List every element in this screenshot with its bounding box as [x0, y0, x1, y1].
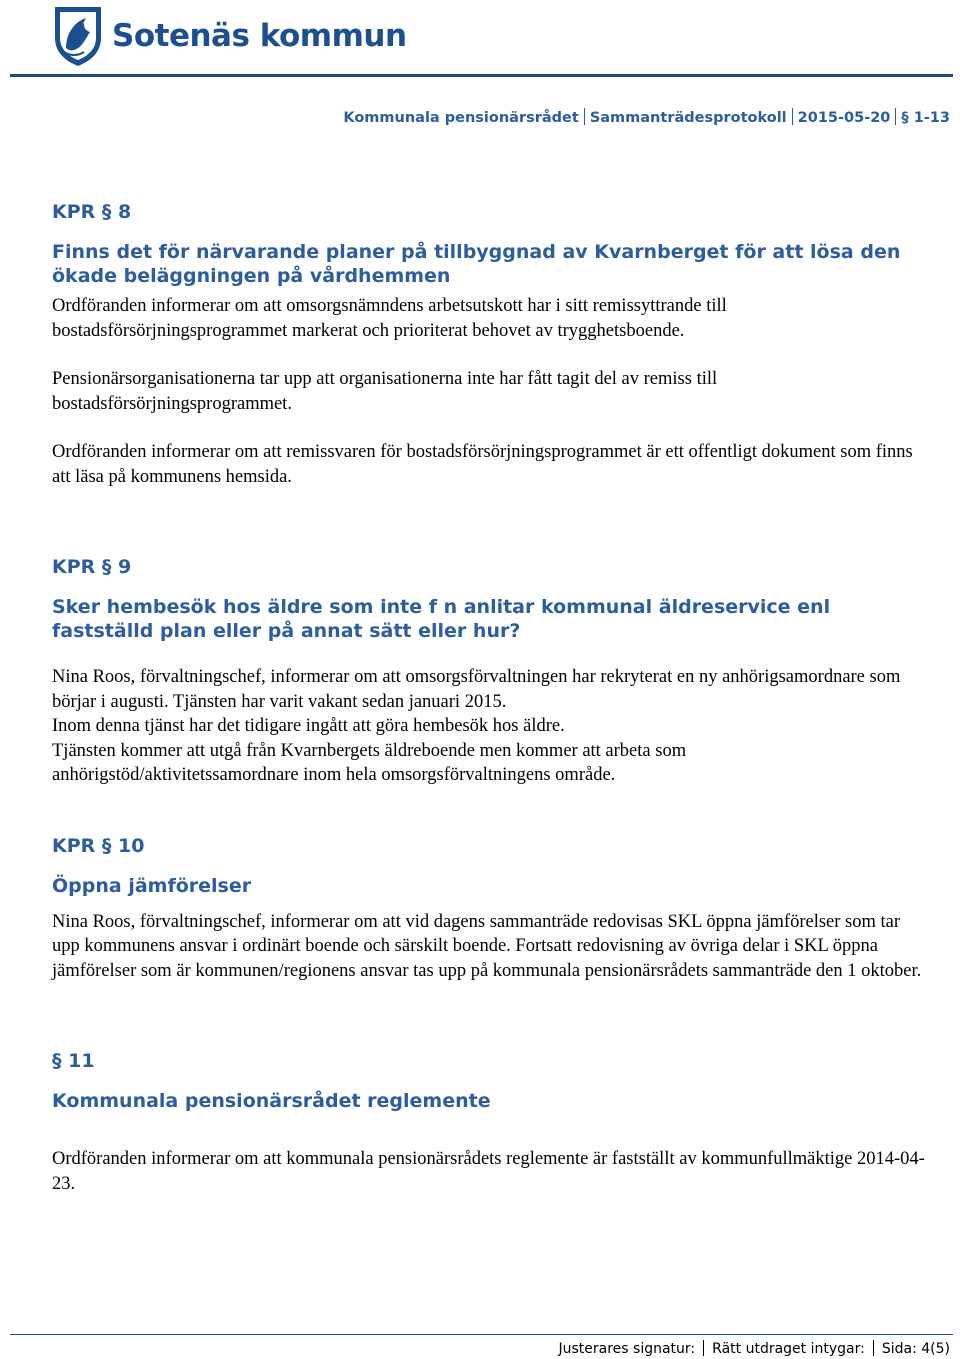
section-title: Kommunala pensionärsrådet reglemente	[52, 1090, 491, 1112]
coat-of-arms-icon	[52, 4, 104, 68]
section-kpr-9	[52, 551, 932, 788]
paragraph: Inom denna tjänst har det tidigare ingått att göra hembesök hos äldre.	[52, 716, 565, 736]
footer-page-number: Sida: 4(5)	[881, 1341, 950, 1357]
logo-text: Sotenäs kommun	[112, 18, 407, 54]
footer-justerares-signatur: Justerares signatur:	[558, 1341, 696, 1357]
section-number: § 11	[52, 1050, 95, 1072]
paragraph: Ordföranden informerar om att omsorgsnämndens arbetsutskott har i sitt remissyttrande till bostadsförsörjningsprogrammet markerat och prioriterat behovet av trygghetsboende.	[52, 296, 727, 341]
header-doc-type: Sammanträdesprotokoll	[589, 110, 787, 126]
document-header: Kommunala pensionärsrådet Sammanträdesprotokoll 2015-05-20 § 1-13	[343, 110, 950, 126]
section-title: Öppna jämförelser	[52, 874, 252, 897]
footer-separator	[703, 1340, 704, 1356]
section-kpr-10	[52, 830, 932, 984]
paragraph: Tjänsten kommer att utgå från Kvarnbergets äldreboende men kommer att arbeta som anhörigstöd/aktivitetssamordnare inom hela omsorgsförvaltningens område.	[52, 740, 687, 785]
paragraph: Ordföranden informerar om att kommunala pensionärsrådets reglemente är fastställt av kommunfullmäktige 2014-04-23.	[52, 1149, 925, 1194]
header-separator	[895, 108, 896, 125]
paragraph: Ordföranden informerar om att remissvaren för bostadsförsörjningsprogrammet är ett offentligt dokument som finns att läsa på kommunens hemsida.	[52, 442, 913, 487]
header-date: 2015-05-20	[797, 110, 891, 126]
paragraph: Nina Roos, förvaltningschef, informerar om att omsorgsförvaltningen har rekryterat en ny anhörigsamordnare som börjar i augusti. Tjänsten har varit vakant sedan januari 2015.	[52, 667, 901, 712]
header-rule	[10, 74, 953, 77]
footer-rule	[10, 1334, 953, 1335]
paragraph: Pensionärsorganisationerna tar upp att organisationerna inte har fått tagit del av remiss till bostadsförsörjningsprogrammet.	[52, 369, 718, 414]
section-title: Finns det för närvarande planer på tillbyggnad av Kvarnberget för att lösa den ökade beläggningen på vårdhemmen	[52, 241, 901, 287]
section-11	[52, 1045, 932, 1196]
section-title: Sker hembesök hos äldre som inte f n anlitar kommunal äldreservice enl fastställd plan eller på annat sätt eller hur?	[52, 596, 831, 642]
section-number: KPR § 10	[52, 834, 145, 857]
header-separator	[584, 108, 585, 125]
paragraph: Nina Roos, förvaltningschef, informerar om att vid dagens sammanträde redovisas SKL öppna jämförelser som tar upp kommunens ansvar i ordinärt boende och särskilt boende. Fortsatt redovisning av övriga delar i SKL öppna jämförelser som är kommunen/regionens ansvar tas upp på kommunala pensionärsrådets sammanträde den 1 oktober.	[52, 911, 922, 981]
section-number: KPR § 9	[52, 556, 132, 578]
page-footer	[559, 1340, 951, 1357]
section-kpr-8	[52, 196, 932, 489]
header-paragraphs: 1-13	[913, 110, 950, 126]
section-number: KPR § 8	[52, 201, 132, 223]
footer-separator	[873, 1340, 874, 1356]
protocol-body	[52, 196, 932, 1196]
municipality-logo	[52, 4, 407, 68]
header-org: Kommunala pensionärsrådet	[343, 110, 579, 126]
header-separator	[792, 108, 793, 125]
footer-ratt-utdraget: Rätt utdraget intygar:	[712, 1341, 865, 1357]
